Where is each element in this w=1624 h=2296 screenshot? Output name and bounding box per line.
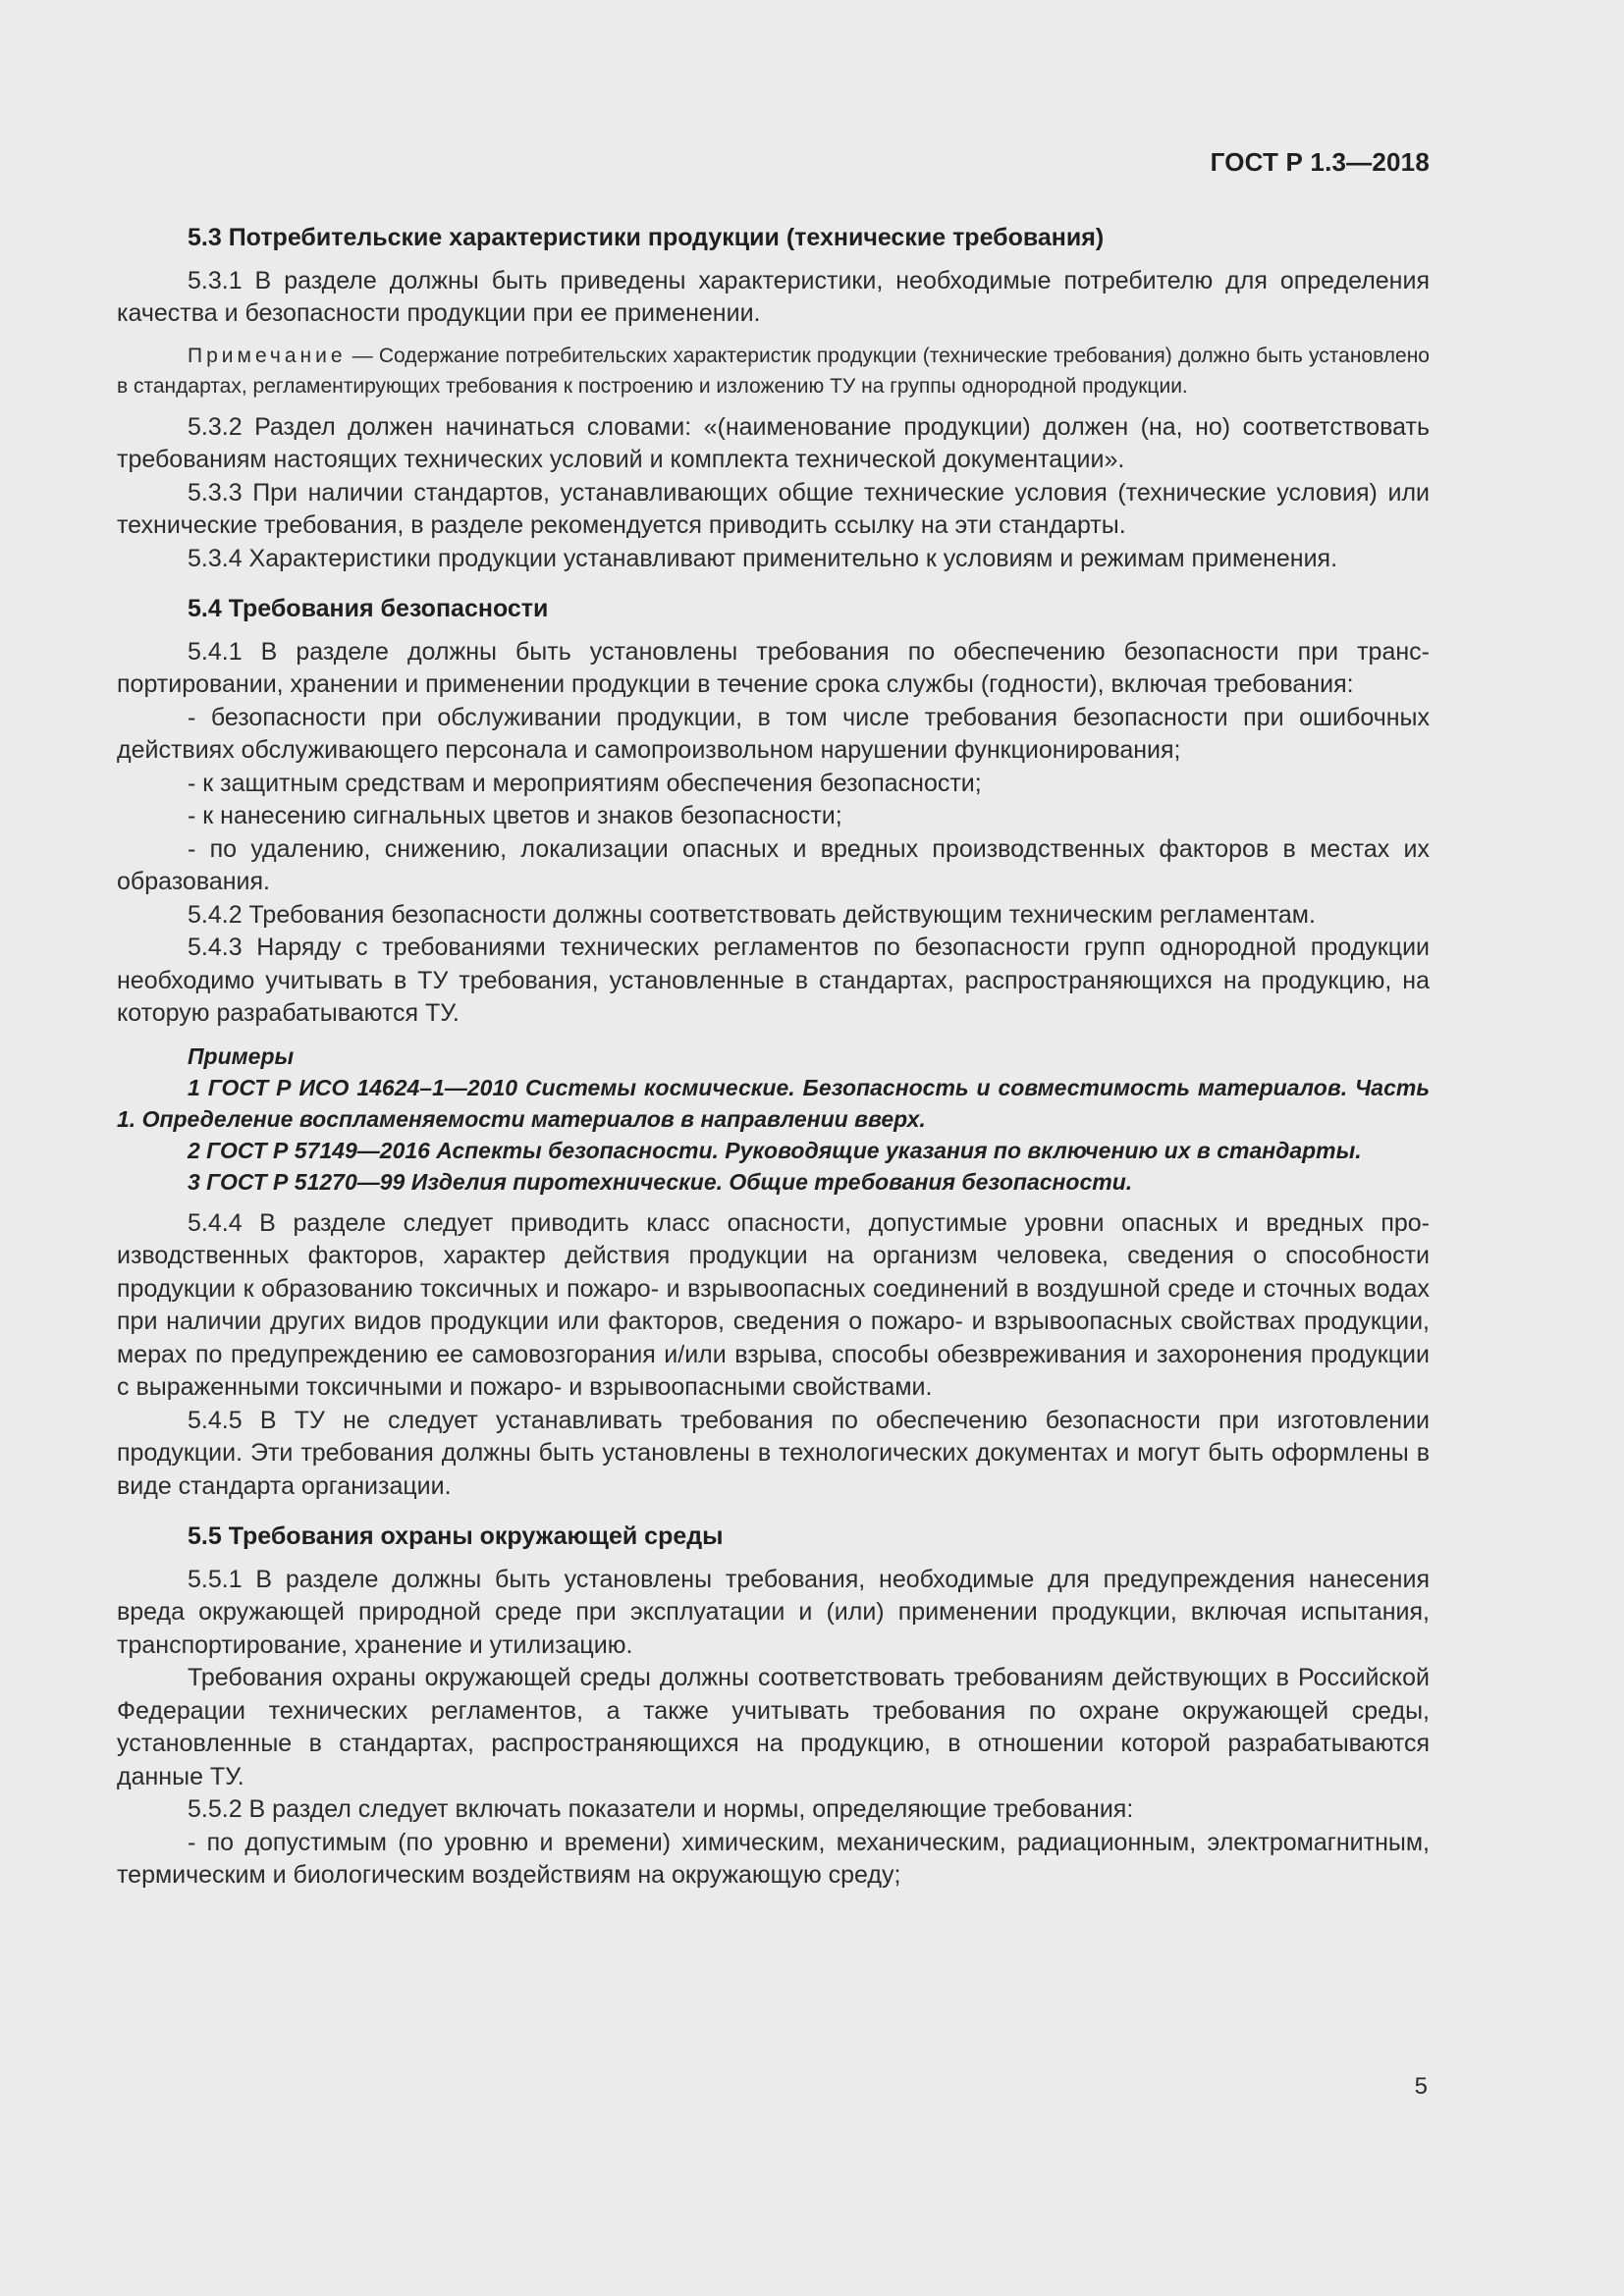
list-item: - по удалению, снижению, локализации опасных и вредных производственных факторов в местах их образования. bbox=[117, 834, 1430, 895]
paragraph-5-5-2: 5.5.2 В раздел следует включать показатели и нормы, определяющие требования: bbox=[188, 1795, 1134, 1823]
document-id-header: ГОСТ Р 1.3—2018 bbox=[1210, 147, 1430, 177]
paragraph-5-3-3: 5.3.3 При наличии стандартов, устанавливающих общие технические условия (технические условия) или технические требования, в разделе рекомендуется приводить ссылку на эти стандарты. bbox=[117, 478, 1430, 539]
list-item: - к защитным средствам и мероприятиям обеспечения безопасности; bbox=[188, 769, 982, 797]
page-number: 5 bbox=[1414, 2073, 1428, 2100]
paragraph-5-3-4: 5.3.4 Характеристики продукции устанавливают применительно к условиям и режимам применения. bbox=[188, 544, 1338, 572]
paragraph-5-5-1: 5.5.1 В разделе должны быть установлены требования, необходимые для предупреждения нанесения вреда окружающей природной среде при эксплуатации и (или) применении продукции, включая испытания, транспортирование, хранение и утилизацию. bbox=[117, 1565, 1430, 1659]
document-body bbox=[117, 222, 1430, 1893]
section-5-4-heading: 5.4 Требования безопасности bbox=[188, 595, 549, 622]
example-item: 2 ГОСТ Р 57149—2016 Аспекты безопасности. Руководящие указания по включению их в стандарты. bbox=[188, 1137, 1362, 1163]
example-item: 3 ГОСТ Р 51270—99 Изделия пиротехнические. Общие требования безопасности. bbox=[188, 1168, 1133, 1195]
list-item: - к нанесению сигнальных цветов и знаков безопасности; bbox=[188, 802, 842, 829]
paragraph-5-3-1: 5.3.1 В разделе должны быть приведены характеристики, необходимые потребителю для определения качества и безопасности продукции при ее применении. bbox=[117, 266, 1430, 327]
example-item: 1 ГОСТ Р ИСО 14624–1—2010 Системы космические. Безопасность и совместимость материалов. Часть 1. Определение воспламеняемости материалов в направлении вверх. bbox=[117, 1074, 1430, 1132]
paragraph-5-4-2: 5.4.2 Требования безопасности должны соответствовать действующим техническим регламентам. bbox=[188, 900, 1316, 929]
examples-label: Примеры bbox=[188, 1042, 295, 1069]
list-item: - безопасности при обслуживании продукции, в том числе требования безопасности при ошибочных действиях обслуживающего персонала и самопроизвольном нарушении функционирования; bbox=[117, 703, 1430, 764]
note-text: — Содержание потребительских характеристик продукции (технические требования) должно быть установлено в стандартах, регламентирующих требования к построению и изложению ТУ на группы однородной продукции. bbox=[117, 344, 1430, 398]
paragraph-5-4-1: 5.4.1 В разделе должны быть установлены требования по обеспечению безопасности при транспортировании, хранении и применении продукции в течение срока службы (годности), включая требования: bbox=[117, 637, 1430, 698]
paragraph-5-3-2: 5.3.2 Раздел должен начинаться словами: «(наименование продукции) должен (на, но) соответствовать требованиям настоящих технических условий и комплекта технической документации». bbox=[117, 412, 1430, 473]
list-item: - по допустимым (по уровню и времени) химическим, механическим, радиационным, электромагнитным, термическим и биологическим воздействиям на окружающую среду; bbox=[117, 1828, 1430, 1889]
section-5-5-heading: 5.5 Требования охраны окружающей среды bbox=[188, 1522, 724, 1550]
paragraph-5-4-3: 5.4.3 Наряду с требованиями технических регламентов по безопасности групп однородной продукции необходимо учитывать в ТУ требования, установленные в стандартах, распространяющихся на продукцию, на которую разрабатываются ТУ. bbox=[117, 934, 1430, 1027]
paragraph-5-5-1-cont: Требования охраны окружающей среды должны соответствовать требованиям действующих в Российской Федерации технических регламентов, а также учитывать требования по охране окружающей среды, установленные в стандартах, распространяющихся на продукцию, в отношении которой разрабатываются данные ТУ. bbox=[117, 1664, 1430, 1790]
paragraph-5-4-5: 5.4.5 В ТУ не следует устанавливать требования по обеспечению безопасности при изготовлении продукции. Эти требования должны быть установлены в технологических документах и могут быть оформлены в виде стандарта организации. bbox=[117, 1406, 1430, 1500]
section-5-3-heading: 5.3 Потребительские характеристики продукции (технические требования) bbox=[188, 224, 1105, 251]
note-label: Примечание bbox=[188, 344, 347, 367]
note-5-3 bbox=[117, 341, 1430, 401]
paragraph-5-4-4: 5.4.4 В разделе следует приводить класс опасности, допустимые уровни опасных и вредных производственных факторов, характер действия продукции на организм человека, сведения о способности продукции к образованию токсичных и пожаро- и взрывоопасных соединений в воздушной среде и сточных водах при наличии других видов продукции или факторов, сведения о пожаро- и взрывоопасных свойствах продукции, мерах по предупреждению ее самовозгорания и/или взрыва, способы обезвреживания и захоронения продукции с выраженными токсичными и пожаро- и взрывоопасными свойствами. bbox=[117, 1208, 1430, 1401]
